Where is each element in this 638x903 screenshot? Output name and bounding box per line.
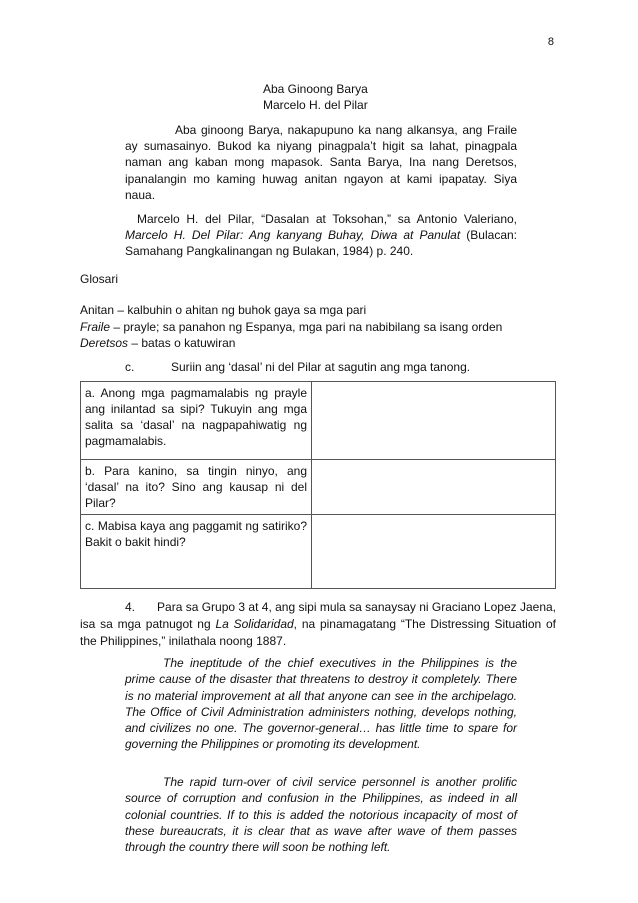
glossary-term: Fraile	[80, 319, 111, 334]
glossary-list	[80, 302, 502, 352]
glossary-heading: Glosari	[80, 272, 119, 286]
glossary-definition: – batas o katuwiran	[128, 336, 236, 350]
item-4-paragraph	[80, 599, 556, 650]
question-cell: a. Anong mga pagmamalabis ng prayle ang inilantad sa sipi? Tukuyin ang mga salita sa ‘dasal’ na nagpapahiwatig ng pagmamalabis.	[81, 382, 312, 460]
answer-cell[interactable]	[312, 460, 556, 515]
question-cell: c. Mabisa kaya ang paggamit ng satiriko? Bakit o bakit hindi?	[81, 515, 312, 589]
poem-title-block	[263, 81, 368, 113]
question-cell: b. Para kanino, sa tingin ninyo, ang ‘dasal’ na ito? Sino ang kausap ni del Pilar?	[81, 460, 312, 515]
block-quote-1: The ineptitude of the chief executives in the Philippines is the prime cause of the disaster that threatens to destroy it completely. There is no material improvement at all that anyone can see in the archipelago. The Office of Civil Administration administers nothing, develops nothing, and civilizes no one. The governor-general… has little time to spare for governing the Philippines or promoting its development.	[125, 656, 517, 752]
answer-cell[interactable]	[312, 515, 556, 589]
glossary-term: Anitan	[80, 303, 115, 317]
glossary-entry	[80, 319, 502, 336]
instruction-text: Suriin ang ‘dasal’ ni del Pilar at sagutin ang mga tanong.	[171, 360, 471, 374]
instruction-label: c.	[125, 360, 135, 374]
glossary-term: Deretsos	[80, 336, 129, 350]
item-4-text-part1: Para sa Grupo 3 at 4, ang sipi mula sa sanaysay ni Graciano Lopez Jaena, isa sa mga patnugot ng	[80, 600, 556, 631]
answer-cell[interactable]	[312, 382, 556, 460]
table-row	[81, 460, 556, 515]
glossary-entry	[80, 335, 502, 352]
poem-text: Aba ginoong Barya, nakapupuno ka nang alkansya, ang Fraile ay sumasainyo. Bukod ka niyang pinagpala’t higit sa lahat, pinagpala naman ang kaban mong mapasok. Santa Barya, Ina nang Deretsos, ipanalangin mo kaming huwag anitan ngayon at kami ipapatay. Siya naua.	[125, 123, 517, 202]
citation-part1: Marcelo H. del Pilar, “Dasalan at Toksohan,” sa Antonio Valeriano,	[137, 212, 517, 226]
block-quote-2: The rapid turn-over of civil service personnel is another prolific source of corruption and confusion in the Philippines, as indeed in all colonial countries. If to this is added the notorious incapacity of most of these bureaucrats, it is clear that as wave after wave of them passes through the country there will soon be nothing left.	[125, 775, 517, 855]
question-table	[80, 381, 556, 589]
poem-author: Marcelo H. del Pilar	[263, 98, 368, 112]
poem-title: Aba Ginoong Barya	[263, 82, 368, 96]
page-number: 8	[547, 36, 554, 48]
glossary-definition: – prayle; sa panahon ng Espanya, mga pari na nabibilang sa isang orden	[110, 319, 503, 334]
glossary-entry	[80, 302, 502, 319]
citation-part2: (Bulacan: Samahang Pangkalinangan ng Bulakan, 1984) p. 240.	[125, 228, 517, 259]
table-row	[81, 382, 556, 460]
item-4-text-part2: , na pinamagatang “The Distressing Situation of the Philippines,” inilathala noong 1887.	[80, 617, 556, 648]
item-4-label: 4.	[125, 600, 136, 614]
glossary-definition: – kalbuhin o ahitan ng buhok gaya sa mga pari	[114, 303, 367, 317]
citation-book-title: Marcelo H. Del Pilar: Ang kanyang Buhay, Diwa at Panulat	[125, 228, 461, 243]
citation	[125, 211, 517, 260]
table-row	[81, 515, 556, 589]
item-4-publication: La Solidaridad	[215, 617, 294, 631]
instruction-c	[125, 360, 470, 374]
